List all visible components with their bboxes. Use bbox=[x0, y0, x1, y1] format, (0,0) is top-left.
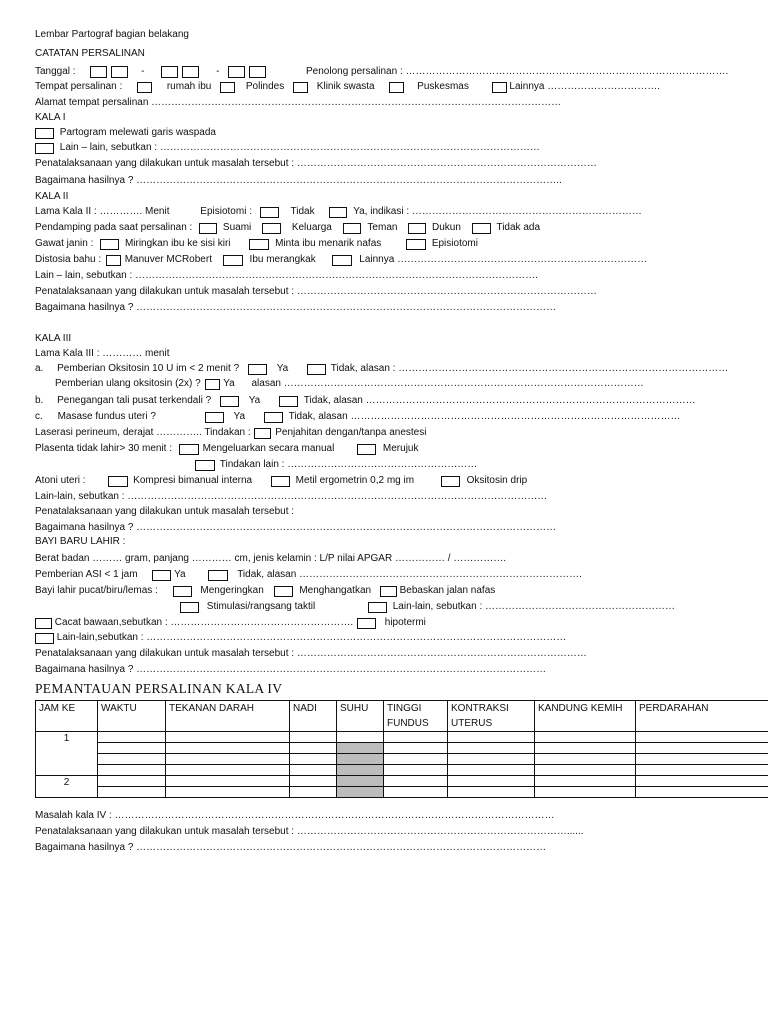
option-stimulasi: Stimulasi/rangsang taktil bbox=[206, 601, 316, 612]
checkbox-metil-ergometrin[interactable] bbox=[271, 476, 290, 487]
checkbox-oksitosin-drip[interactable] bbox=[441, 476, 460, 487]
bayi-penatalaksanaan: Penatalaksanaan yang dilakukan untuk masalah tersebut : …………………………………………………………………………… bbox=[35, 648, 587, 659]
item-marker-c: c. bbox=[35, 411, 43, 422]
checkbox-bayi-lain[interactable] bbox=[35, 633, 54, 644]
distosia-row bbox=[35, 254, 647, 267]
option-oksitosin-ulang-ya: Ya bbox=[223, 378, 235, 389]
oksitosin-ulang-question: Pemberian ulang oksitosin (2x) ? bbox=[55, 378, 201, 389]
kala3-lama: Lama Kala III : ………… menit bbox=[35, 348, 170, 359]
table-cell[interactable] bbox=[535, 754, 636, 765]
stimulasi-row bbox=[180, 601, 675, 614]
option-tindakan-lain: Tindakan lain : ………………………………………………… bbox=[219, 459, 478, 470]
checkbox-stimulasi[interactable] bbox=[180, 602, 199, 613]
section-heading-kala-1: KALA I bbox=[35, 112, 66, 123]
table-cell[interactable] bbox=[448, 765, 535, 776]
option-puskesmas: Puskesmas bbox=[417, 81, 469, 92]
table-cell-shaded[interactable] bbox=[337, 776, 384, 787]
table-cell[interactable] bbox=[337, 732, 384, 743]
option-lainnya: Lainnya ……………………………. bbox=[509, 81, 661, 92]
checkbox-miringkan[interactable] bbox=[100, 239, 119, 250]
checkbox-episiotomi-ya[interactable] bbox=[329, 207, 347, 218]
checkbox-oksitosin-tidak[interactable] bbox=[307, 364, 326, 375]
kala3-lain: Lain-lain, sebutkan : ……………………………………………………………………………………………………………… bbox=[35, 491, 548, 502]
option-tidak-ada: Tidak ada bbox=[496, 222, 541, 233]
table-cell[interactable] bbox=[636, 732, 768, 743]
table-cell[interactable] bbox=[384, 732, 448, 743]
checkbox-kompresi-bimanual[interactable] bbox=[108, 476, 128, 487]
option-kompresi-bimanual: Kompresi bimanual interna bbox=[133, 475, 253, 486]
checkbox-hipotermi[interactable] bbox=[357, 618, 376, 629]
option-cacat-bawaan: Cacat bawaan,sebutkan : ………………………………………………. bbox=[54, 617, 354, 628]
kala3-row-a bbox=[35, 363, 728, 376]
kala2-penatalaksanaan: Penatalaksanaan yang dilakukan untuk masalah tersebut : ……………………………………………………………………………… bbox=[35, 286, 597, 297]
table-cell[interactable] bbox=[384, 765, 448, 776]
table-cell[interactable] bbox=[448, 787, 535, 798]
table-row bbox=[36, 776, 768, 787]
option-mengeluarkan-manual: Mengeluarkan secara manual bbox=[202, 443, 335, 454]
checkbox-masase-ya[interactable] bbox=[205, 412, 224, 423]
table-cell[interactable] bbox=[636, 787, 768, 798]
checkbox-episiotomi-tidak[interactable] bbox=[260, 207, 279, 218]
checkbox-menghangatkan[interactable] bbox=[274, 586, 293, 597]
table-cell[interactable] bbox=[448, 743, 535, 754]
date-separator: - bbox=[141, 66, 145, 77]
option-gawat-episiotomi: Episiotomi bbox=[431, 238, 478, 249]
table-row bbox=[36, 787, 768, 798]
bayi-lain-row bbox=[35, 632, 566, 645]
option-masase-ya: Ya bbox=[233, 411, 246, 422]
option-merangkak: Ibu merangkak bbox=[249, 254, 316, 265]
cacat-row bbox=[35, 617, 426, 630]
bayi-berat: Berat badan ……… gram, panjang ………… cm, jenis kelamin : L/P nilai APGAR …………… / ……………. bbox=[35, 553, 507, 564]
table-cell[interactable] bbox=[166, 743, 290, 754]
atoni-label: Atoni uteri : bbox=[35, 475, 86, 486]
column-header-jam-ke: JAM KE bbox=[36, 701, 98, 732]
table-cell[interactable] bbox=[290, 776, 337, 787]
table-cell[interactable] bbox=[535, 776, 636, 787]
checkbox-pucat-lain[interactable] bbox=[368, 602, 387, 613]
table-cell[interactable] bbox=[166, 776, 290, 787]
kala4-hasil: Bagaimana hasilnya ? …………………………………………………………………………………………………………… bbox=[35, 842, 547, 853]
pucat-label: Bayi lahir pucat/biru/lemas : bbox=[35, 585, 158, 596]
date-month-box-1[interactable] bbox=[161, 66, 178, 78]
table-cell[interactable] bbox=[636, 776, 768, 787]
option-pucat-lain: Lain-lain, sebutkan : ………………………………………………… bbox=[392, 601, 676, 612]
pendamping-label: Pendamping pada saat persalinan : bbox=[35, 222, 193, 233]
table-cell[interactable] bbox=[166, 787, 290, 798]
column-header-kontraksi-uterus: KONTRAKSI UTERUS bbox=[448, 701, 535, 732]
table-cell[interactable] bbox=[290, 754, 337, 765]
column-header-kandung-kemih: KANDUNG KEMIH bbox=[535, 701, 636, 732]
option-penjahitan: Penjahitan dengan/tanpa anestesi bbox=[275, 427, 427, 438]
table-cell[interactable] bbox=[384, 787, 448, 798]
checkbox-menarik-nafas[interactable] bbox=[249, 239, 269, 250]
tindakan-lain-row bbox=[195, 459, 477, 472]
section-heading-catatan: CATATAN PERSALINAN bbox=[35, 48, 145, 59]
checkbox-garis-waspada[interactable] bbox=[35, 128, 54, 139]
date-separator: - bbox=[216, 66, 220, 77]
kala1-hasil: Bagaimana hasilnya ? ……………………………………………………………………………………………………………….. bbox=[35, 175, 562, 186]
episiotomi-label: Episiotomi : bbox=[200, 206, 252, 217]
table-cell[interactable] bbox=[290, 787, 337, 798]
checkbox-asi-ya[interactable] bbox=[152, 570, 171, 581]
column-header-tinggi-fundus: TINGGI FUNDUS bbox=[384, 701, 448, 732]
checkbox-tindakan-lain[interactable] bbox=[195, 460, 215, 471]
table-cell[interactable] bbox=[290, 732, 337, 743]
checkbox-oksitosin-ya[interactable] bbox=[248, 364, 267, 375]
table-cell[interactable] bbox=[636, 765, 768, 776]
option-suami: Suami bbox=[222, 222, 252, 233]
checkbox-merujuk[interactable] bbox=[357, 444, 376, 455]
kala1-option-1 bbox=[35, 127, 216, 140]
table-cell-shaded[interactable] bbox=[337, 787, 384, 798]
date-day-box-2[interactable] bbox=[111, 66, 128, 78]
tanggal-label: Tanggal : bbox=[35, 66, 76, 77]
penolong-persalinan: Penolong persalinan : ……………………………………………………………………………………. bbox=[306, 66, 729, 77]
checkbox-teman[interactable] bbox=[343, 223, 361, 234]
option-teman: Teman bbox=[367, 222, 398, 233]
table-cell[interactable] bbox=[384, 776, 448, 787]
option-menarik-nafas: Minta ibu menarik nafas bbox=[275, 238, 382, 249]
distosia-label: Distosia bahu : bbox=[35, 254, 102, 265]
kala3-row-b bbox=[35, 395, 696, 408]
option-oksitosin-ya: Ya bbox=[276, 363, 289, 374]
jam-ke-cell: 2 bbox=[36, 776, 98, 798]
gawat-janin-row bbox=[35, 238, 478, 251]
option-miringkan: Miringkan ibu ke sisi kiri bbox=[124, 238, 231, 249]
kala3-penatalaksanaan: Penatalaksanaan yang dilakukan untuk masalah tersebut : bbox=[35, 506, 295, 517]
option-klinik-swasta: Klinik swasta bbox=[316, 81, 375, 92]
table-cell[interactable] bbox=[636, 743, 768, 754]
option-masase-tidak: Tidak, alasan ……………………………………………………………………………………… bbox=[288, 411, 681, 422]
table-cell[interactable] bbox=[448, 732, 535, 743]
checkbox-oksitosin-ulang-ya[interactable] bbox=[205, 379, 220, 390]
laserasi-row bbox=[35, 427, 426, 440]
table-cell[interactable] bbox=[535, 743, 636, 754]
table-cell[interactable] bbox=[636, 754, 768, 765]
checkbox-merangkak[interactable] bbox=[223, 255, 243, 266]
kala1-option-2 bbox=[35, 142, 540, 155]
oksitosin-question: Pemberian Oksitosin 10 U im < 2 menit ? bbox=[57, 363, 240, 374]
option-asi-tidak: Tidak, alasan …………………………………………………………………………. bbox=[237, 569, 582, 580]
table-cell[interactable] bbox=[98, 776, 166, 787]
pucat-row bbox=[35, 585, 495, 598]
table-cell[interactable] bbox=[98, 787, 166, 798]
table-cell-shaded[interactable] bbox=[337, 754, 384, 765]
tanggal-row bbox=[35, 66, 266, 79]
checkbox-masase-tidak[interactable] bbox=[264, 412, 283, 423]
table-cell-shaded[interactable] bbox=[337, 743, 384, 754]
column-header-nadi: NADI bbox=[290, 701, 337, 732]
option-oksitosin-drip: Oksitosin drip bbox=[466, 475, 528, 486]
column-header-tekanan-darah: TEKANAN DARAH bbox=[166, 701, 290, 732]
checkbox-cacat-bawaan[interactable] bbox=[35, 618, 52, 629]
option-bebaskan-jalan-nafas: Bebaskan jalan nafas bbox=[399, 585, 496, 596]
gawat-janin-label: Gawat janin : bbox=[35, 238, 94, 249]
table-cell[interactable] bbox=[98, 765, 166, 776]
table-cell[interactable] bbox=[166, 754, 290, 765]
kala4-monitoring-table bbox=[35, 700, 768, 798]
option-episiotomi-tidak: Tidak bbox=[290, 206, 315, 217]
atoni-row bbox=[35, 475, 527, 488]
alamat-tempat-persalinan: Alamat tempat persalinan …………………………………………………………………………………………………………… bbox=[35, 97, 562, 108]
kala2-lama: Lama Kala II : …………. Menit bbox=[35, 206, 170, 217]
tempat-persalinan-row bbox=[35, 81, 660, 94]
option-asi-ya: Ya bbox=[174, 569, 186, 580]
option-menghangatkan: Menghangatkan bbox=[299, 585, 372, 596]
asi-row bbox=[35, 569, 582, 582]
jam-ke-cell: 1 bbox=[36, 732, 98, 776]
table-row bbox=[36, 743, 768, 754]
section-heading-kala-2: KALA II bbox=[35, 191, 69, 202]
checkbox-mcrobert[interactable] bbox=[106, 255, 121, 266]
section-heading-kala-4: PEMANTAUAN PERSALINAN KALA IV bbox=[35, 681, 283, 696]
table-cell[interactable] bbox=[535, 787, 636, 798]
checkbox-polindes[interactable] bbox=[220, 82, 235, 93]
table-row bbox=[36, 754, 768, 765]
checkbox-mengeluarkan-manual[interactable] bbox=[179, 444, 199, 455]
option-rumah-ibu: rumah ibu bbox=[166, 81, 212, 92]
tempat-label: Tempat persalinan : bbox=[35, 81, 123, 92]
penegangan-question: Penegangan tali pusat terkendali ? bbox=[57, 395, 212, 406]
option-kala1-lain: Lain – lain, sebutkan : …………………………………………………………………………………………………… bbox=[59, 142, 540, 153]
kala3-hasil: Bagaimana hasilnya ? ……………………………………………………………………………………………………………… bbox=[35, 522, 557, 533]
table-cell[interactable] bbox=[448, 754, 535, 765]
kala4-penatalaksanaan: Penatalaksanaan yang dilakukan untuk masalah tersebut : ………………………………………………………………………...... bbox=[35, 826, 584, 837]
checkbox-puskesmas[interactable] bbox=[389, 82, 404, 93]
checkbox-penegangan-ya[interactable] bbox=[220, 396, 239, 407]
table-cell[interactable] bbox=[166, 765, 290, 776]
column-header-suhu: SUHU bbox=[337, 701, 384, 732]
table-cell-shaded[interactable] bbox=[337, 765, 384, 776]
kala2-lama-row bbox=[35, 206, 642, 219]
column-header-perdarahan: PERDARAHAN bbox=[636, 701, 768, 732]
asi-label: Pemberian ASI < 1 jam bbox=[35, 569, 138, 580]
table-cell[interactable] bbox=[290, 765, 337, 776]
date-month-box-2[interactable] bbox=[182, 66, 199, 78]
option-mcrobert: Manuver MCRobert bbox=[124, 254, 212, 265]
item-marker-b: b. bbox=[35, 395, 44, 406]
table-cell[interactable] bbox=[535, 765, 636, 776]
checkbox-keluarga[interactable] bbox=[262, 223, 281, 234]
table-cell[interactable] bbox=[166, 732, 290, 743]
table-row bbox=[36, 732, 768, 743]
checkbox-dukun[interactable] bbox=[408, 223, 426, 234]
checkbox-gawat-episiotomi[interactable] bbox=[406, 239, 426, 250]
kala2-hasil: Bagaimana hasilnya ? ……………………………………………………………………………………………………………… bbox=[35, 302, 557, 313]
date-year-box-1[interactable] bbox=[228, 66, 245, 78]
table-cell[interactable] bbox=[290, 743, 337, 754]
checkbox-mengeringkan[interactable] bbox=[173, 586, 192, 597]
option-bayi-lain: Lain-lain,sebutkan : ……………………………………………………………………………………………………………… bbox=[56, 632, 567, 643]
masase-question: Masase fundus uteri ? bbox=[57, 411, 156, 422]
document-title: Lembar Partograf bagian belakang bbox=[35, 29, 189, 40]
option-dukun: Dukun bbox=[432, 222, 461, 233]
date-year-box-2[interactable] bbox=[249, 66, 266, 78]
checkbox-tidak-ada[interactable] bbox=[472, 223, 491, 234]
option-penegangan-ya: Ya bbox=[248, 395, 261, 406]
checkbox-suami[interactable] bbox=[199, 223, 217, 234]
option-episiotomi-ya: Ya, indikasi : …………………………………………………………… bbox=[353, 206, 642, 217]
table-cell[interactable] bbox=[448, 776, 535, 787]
item-marker-a: a. bbox=[35, 363, 44, 374]
checkbox-asi-tidak[interactable] bbox=[208, 570, 228, 581]
kala1-penatalaksanaan: Penatalaksanaan yang dilakukan untuk masalah tersebut : ……………………………………………………………………………… bbox=[35, 158, 597, 169]
column-header-waktu: WAKTU bbox=[98, 701, 166, 732]
option-distosia-lainnya: Lainnya ………………………………………………………………… bbox=[359, 254, 648, 265]
table-cell[interactable] bbox=[384, 754, 448, 765]
option-oksitosin-ulang-alasan: alasan ……………………………………………………………………………………………… bbox=[251, 378, 644, 389]
plasenta-label: Plasenta tidak lahir> 30 menit : bbox=[35, 443, 173, 454]
checkbox-distosia-lainnya[interactable] bbox=[332, 255, 352, 266]
checkbox-penegangan-tidak[interactable] bbox=[279, 396, 298, 407]
checkbox-bebaskan-jalan-nafas[interactable] bbox=[380, 586, 397, 597]
section-heading-bayi: BAYI BARU LAHIR : bbox=[35, 536, 126, 547]
checkbox-rumah-ibu[interactable] bbox=[137, 82, 152, 93]
pendamping-row bbox=[35, 222, 540, 235]
option-mengeringkan: Mengeringkan bbox=[200, 585, 264, 596]
table-cell[interactable] bbox=[98, 754, 166, 765]
option-oksitosin-tidak: Tidak, alasan : ……………………………………………………………………………………… bbox=[330, 363, 729, 374]
kala3-row-a2 bbox=[55, 378, 644, 391]
plasenta-row bbox=[35, 443, 418, 456]
kala3-row-c bbox=[35, 411, 680, 424]
kala4-masalah: Masalah kala IV : …………………………………………………………………………………………………………………… bbox=[35, 810, 555, 821]
checkbox-penjahitan[interactable] bbox=[254, 428, 271, 439]
date-day-box-1[interactable] bbox=[90, 66, 107, 78]
option-polindes: Polindes bbox=[245, 81, 285, 92]
option-penegangan-tidak: Tidak, alasan ……………………………………………………………………………………… bbox=[303, 395, 696, 406]
checkbox-klinik-swasta[interactable] bbox=[293, 82, 308, 93]
option-hipotermi: hipotermi bbox=[384, 617, 426, 628]
table-cell[interactable] bbox=[384, 743, 448, 754]
table-row bbox=[36, 765, 768, 776]
option-keluarga: Keluarga bbox=[291, 222, 332, 233]
table-cell[interactable] bbox=[535, 732, 636, 743]
laserasi-label: Laserasi perineum, derajat ………….. Tindakan : bbox=[35, 427, 251, 438]
option-merujuk: Merujuk bbox=[382, 443, 419, 454]
option-metil-ergometrin: Metil ergometrin 0,2 mg im bbox=[295, 475, 415, 486]
checkbox-lainnya[interactable] bbox=[492, 82, 507, 93]
checkbox-kala1-lain[interactable] bbox=[35, 143, 54, 154]
table-cell[interactable] bbox=[98, 732, 166, 743]
bayi-hasil: Bagaimana hasilnya ? …………………………………………………………………………………………………………… bbox=[35, 664, 547, 675]
table-cell[interactable] bbox=[98, 743, 166, 754]
table-header-row bbox=[36, 701, 768, 732]
section-heading-kala-3: KALA III bbox=[35, 333, 72, 344]
kala2-lain: Lain – lain, sebutkan : …………………………………………………………………………………………………………. bbox=[35, 270, 538, 281]
option-garis-waspada: Partogram melewati garis waspada bbox=[59, 127, 216, 138]
